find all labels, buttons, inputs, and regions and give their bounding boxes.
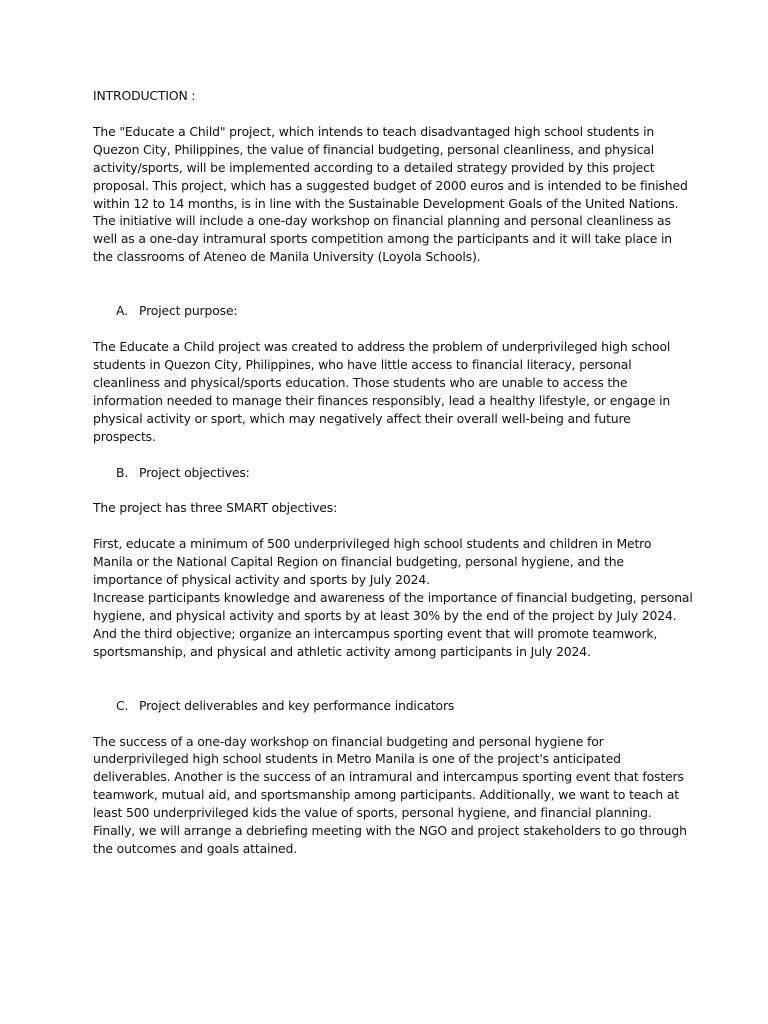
section-heading-objectives xyxy=(93,464,693,482)
introduction-heading: INTRODUCTION : xyxy=(93,88,196,103)
spacer xyxy=(93,481,693,499)
section-letter: C. xyxy=(116,697,129,713)
objective-second-third: Increase participants knowledge and awareness of the importance of financial budgeting, personal hygiene, and physical activity and sports by at least 30% by the end of the project by July 2024. And the third objective; organize an intercampus sporting event that will promote teamwork, sportsmanship, and physical and athletic activity among participants in July 2024. xyxy=(93,590,693,659)
document-page xyxy=(93,87,693,858)
spacer xyxy=(93,320,693,338)
objectives-intro: The project has three SMART objectives: xyxy=(93,500,338,516)
objective-first: First, educate a minimum of 500 underprivileged high school students and children in Metro Manila or the National Capital Region on financial budgeting, personal hygiene, and the importance of physical activity and sports by July 2024. xyxy=(93,536,652,588)
introduction-paragraph: The "Educate a Child" project, which intends to teach disadvantaged high school students in Quezon City, Philippines, the value of financial budgeting, personal cleanliness, and physical activity/sports, will be implemented according to a detailed strategy provided by this project proposal. This project, which has a suggested budget of 2000 euros and is intended to be finished within 12 to 14 months, is in line with the Sustainable Development Goals of the United Nations. The initiative will include a one-day workshop on financial planning and personal cleanliness as well as a one-day intramural sports competition among the participants and it will take place in the classrooms of Ateneo de Manila University (Loyola Schools). xyxy=(93,123,688,265)
purpose-paragraph: The Educate a Child project was created to address the problem of underprivileged high school students in Quezon City, Philippines, who have little access to financial literacy, personal cleanliness and physical/sports education. Those students who are unable to access the information needed to manage their finances responsibly, lead a healthy lifestyle, or engage in physical activity or sport, which may negatively affect their overall well-being and future prospects. xyxy=(93,339,671,444)
section-letter: A. xyxy=(116,303,128,319)
spacer xyxy=(93,517,693,535)
spacer xyxy=(93,446,693,464)
section-title: Project purpose: xyxy=(139,303,238,319)
section-letter: B. xyxy=(116,464,129,480)
spacer xyxy=(93,661,693,697)
section-heading-deliverables xyxy=(93,697,693,715)
section-title: Project deliverables and key performance indicators xyxy=(139,697,455,713)
deliverables-paragraph: The success of a one-day workshop on financial budgeting and personal hygiene for underprivileged high school students in Metro Manila is one of the project's anticipated deliverables. Another is the success of an intramural and intercampus sporting event that fosters teamwork, mutual aid, and sportsmanship among participants. Additionally, we want to teach at least 500 underprivileged kids the value of sports, personal hygiene, and financial planning. Finally, we will arrange a debriefing meeting with the NGO and project stakeholders to go through the outcomes and goals attained. xyxy=(93,733,687,856)
spacer xyxy=(93,715,693,733)
spacer xyxy=(93,105,693,123)
section-heading-purpose xyxy=(93,302,693,320)
spacer xyxy=(93,266,693,302)
section-title: Project objectives: xyxy=(139,464,250,480)
